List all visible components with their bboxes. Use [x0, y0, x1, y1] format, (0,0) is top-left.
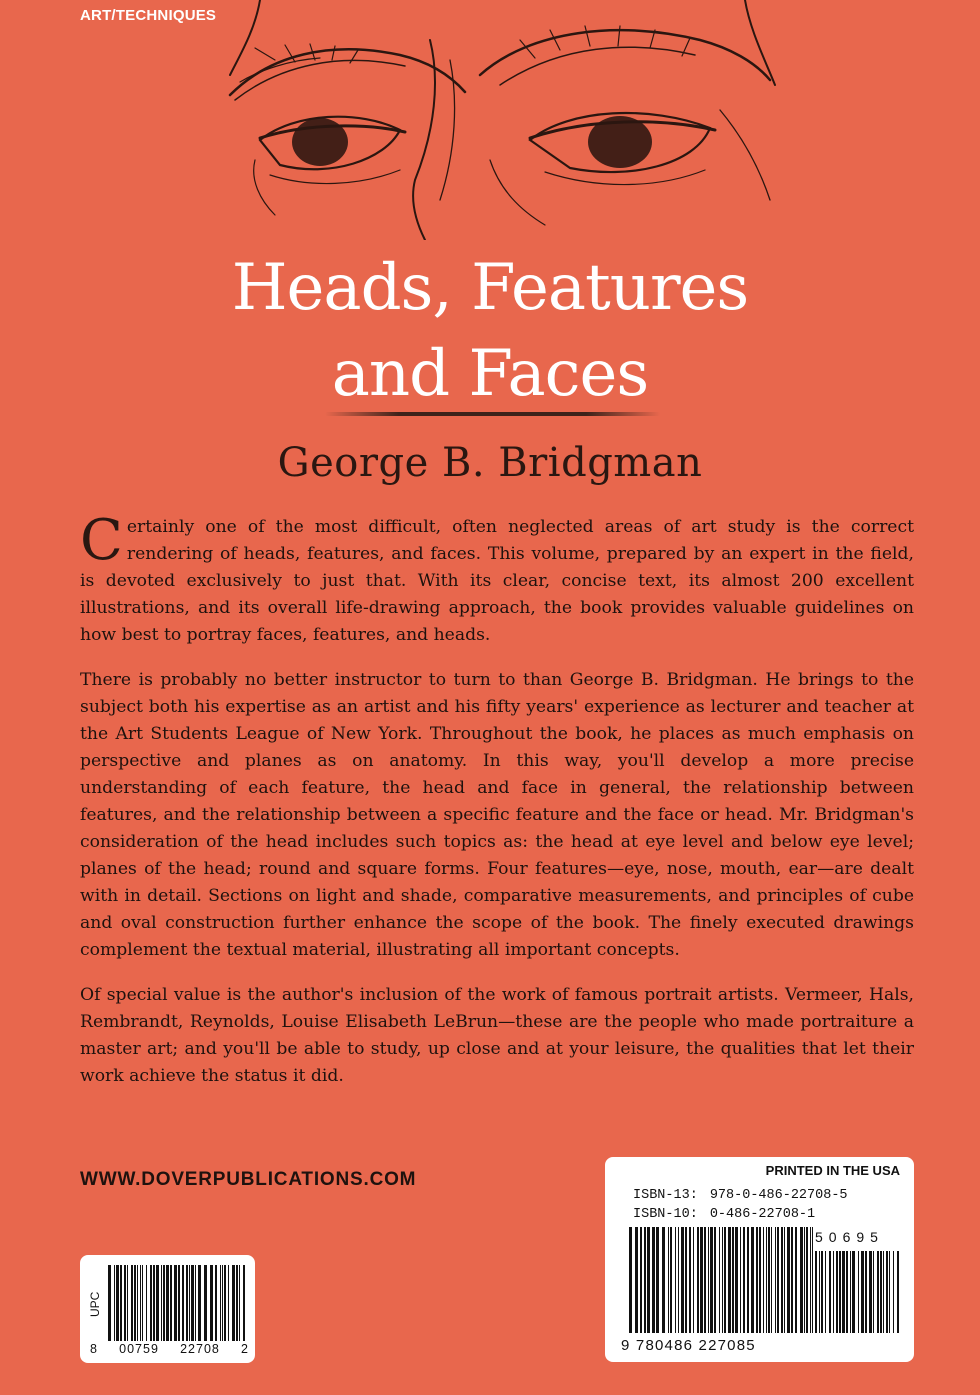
author-name: George B. Bridgman	[277, 440, 703, 486]
barcode-bar	[886, 1251, 888, 1333]
barcode-bar	[693, 1227, 694, 1333]
upc-digit-group: 2	[241, 1342, 249, 1356]
barcode-bar	[232, 1265, 235, 1341]
description-text	[80, 508, 914, 1108]
barcode-bar	[668, 1227, 669, 1333]
barcode-bar	[150, 1265, 152, 1341]
barcode-bar	[751, 1227, 754, 1333]
barcode-bar	[700, 1227, 703, 1333]
barcode-bar	[768, 1227, 770, 1333]
barcode-bar	[852, 1251, 855, 1333]
barcode-bar	[791, 1227, 793, 1333]
barcode-bar	[156, 1265, 159, 1341]
barcode-bar	[224, 1265, 226, 1341]
barcode-bar	[215, 1265, 217, 1341]
barcode-bar	[142, 1265, 143, 1341]
barcode-bar	[771, 1227, 772, 1333]
barcode-bar	[120, 1265, 122, 1341]
barcode-bar	[735, 1227, 738, 1333]
description-paragraph-3: Of special value is the author's inclusion of the work of famous portrait artists. Vermeer, Hals, Rembrandt, Reynolds, Louise Elisabeth LeBrun—these are the people who made portraiture a master art; and you'll be able to study, up close and at your leisure, the qualities that let their work achieve the status it did.	[80, 985, 914, 1086]
barcode-bar	[198, 1265, 201, 1341]
barcode-bar	[839, 1251, 841, 1333]
barcode-bar	[724, 1227, 726, 1333]
barcode-bar	[685, 1227, 687, 1333]
barcode-bar	[897, 1251, 899, 1333]
barcode-bar	[236, 1265, 238, 1341]
isbn-10-value: 0-486-22708-1	[709, 1207, 816, 1222]
barcode-bar	[810, 1227, 811, 1333]
barcode-bar	[850, 1251, 851, 1333]
description-paragraph-1	[80, 508, 914, 649]
barcode-bar	[681, 1227, 684, 1333]
barcode-bar	[182, 1265, 184, 1341]
drop-cap: C	[80, 508, 123, 573]
barcode-bar	[116, 1265, 119, 1341]
barcode-bar	[877, 1251, 879, 1333]
barcode-bar	[714, 1227, 716, 1333]
barcode-bar	[178, 1265, 180, 1341]
barcode-bar	[732, 1227, 734, 1333]
upc-digits	[90, 1342, 249, 1356]
barcode-bar	[131, 1265, 133, 1341]
barcode-bar	[204, 1265, 207, 1341]
barcode-bar	[697, 1227, 699, 1333]
barcode-bar	[166, 1265, 169, 1341]
barcode-bar	[747, 1227, 749, 1333]
barcode-bar	[759, 1227, 761, 1333]
book-title	[0, 245, 980, 417]
barcode-bar	[858, 1251, 859, 1333]
barcode-bar	[189, 1265, 190, 1341]
barcode-bar	[108, 1265, 111, 1341]
barcode-bar	[656, 1227, 659, 1333]
barcode-bar	[127, 1265, 128, 1341]
barcode-bar	[865, 1251, 867, 1333]
barcode-bar	[644, 1227, 646, 1333]
upc-label: UPC	[88, 1291, 102, 1317]
barcode-bar	[629, 1227, 632, 1333]
barcode-bar	[806, 1227, 808, 1333]
barcode-bar	[635, 1227, 638, 1333]
barcode-bar	[704, 1227, 706, 1333]
price-code: 50695	[815, 1229, 884, 1245]
barcode-bar	[740, 1227, 741, 1333]
isbn-barcode	[629, 1227, 815, 1333]
barcode-bar	[195, 1265, 196, 1341]
barcode-bar	[756, 1227, 758, 1333]
barcode-bar	[825, 1251, 826, 1333]
paragraph-1-text: ertainly one of the most difficult, often neglected areas of art study is the correct rendering of heads, features, and faces. This volume, prepared by an expert in the field, is devoted exclusively to just that. With its clear, concise text, its almost 200 excellent illustrations, and its overall life-drawing approach, the book provides valuable guidelines on how best to portray faces, features, and heads.	[80, 517, 914, 645]
barcode-bar	[873, 1251, 874, 1333]
barcode-bar	[833, 1251, 834, 1333]
barcode-bar	[228, 1265, 229, 1341]
barcode-bar	[781, 1227, 783, 1333]
barcode-bar	[842, 1251, 845, 1333]
isbn-barcode-digits: 9 780486 227085	[621, 1337, 756, 1354]
printed-in-usa: PRINTED IN THE USA	[765, 1163, 900, 1178]
barcode-bar	[239, 1265, 240, 1341]
barcode-bar	[689, 1227, 691, 1333]
upc-digit-group: 22708	[180, 1342, 220, 1356]
barcode-bar	[889, 1251, 890, 1333]
barcode-bar	[640, 1227, 642, 1333]
barcode-bar	[719, 1227, 720, 1333]
category-label: ART/TECHNIQUES	[80, 7, 217, 24]
upc-barcode-panel	[80, 1255, 255, 1363]
isbn-13-line	[633, 1188, 848, 1203]
barcode-bar	[174, 1265, 177, 1341]
barcode-bar	[775, 1227, 776, 1333]
upc-digit-group: 8	[90, 1342, 98, 1356]
barcode-bar	[114, 1265, 115, 1341]
barcode-bar	[708, 1227, 709, 1333]
barcode-bar	[675, 1227, 676, 1333]
publisher-website: WWW.DOVERPUBLICATIONS.COM	[80, 1169, 417, 1190]
isbn-10-line	[633, 1207, 815, 1222]
barcode-bar	[880, 1251, 882, 1333]
barcode-bar	[243, 1265, 245, 1341]
title-line-1: Heads, Features	[231, 251, 749, 325]
barcode-bar	[743, 1227, 745, 1333]
eyes-sketch-illustration	[200, 0, 800, 240]
barcode-bar	[134, 1265, 136, 1341]
barcode-bar	[678, 1227, 679, 1333]
barcode-bar	[784, 1227, 785, 1333]
title-line-2: and Faces	[331, 337, 649, 411]
barcode-bar	[800, 1227, 803, 1333]
barcode-bar	[124, 1265, 126, 1341]
barcode-bar	[161, 1265, 162, 1341]
barcode-bar	[710, 1227, 713, 1333]
barcode-bar	[821, 1251, 823, 1333]
isbn-barcode-panel	[605, 1157, 914, 1362]
description-paragraph-2: There is probably no better instructor to turn to than George B. Bridgman. He brings to the subject both his expertise as an artist and his fifty years' experience as lecturer and teacher at the Art Students League of New York. Throughout the book, he places as much emphasis on perspective and planes as on anatomy. In this way, you'll develop a more precise understanding of each feature, the head and face in general, the relationship between features, and the relationship between a specific feature and the face or head. Mr. Bridgman's consideration of the head includes such topics as: the head at eye level and below eye level; planes of the head; round and square forms. Four features—eye, nose, mouth, ear—are dealt with in detail. Sections on light and shade, comparative measurements, and principles of cube and oval construction further enhance the scope of the book. The finely executed drawings complement the textual material, illustrating all important concepts.	[80, 670, 914, 960]
barcode-bar	[829, 1251, 831, 1333]
barcode-bar	[137, 1265, 138, 1341]
barcode-bar	[804, 1227, 805, 1333]
barcode-bar	[191, 1265, 194, 1341]
barcode-bar	[163, 1265, 165, 1341]
barcode-bar	[210, 1265, 213, 1341]
barcode-bar	[153, 1265, 155, 1341]
upc-barcode	[108, 1265, 248, 1341]
barcode-bar	[836, 1251, 838, 1333]
barcode-bar	[647, 1227, 650, 1333]
barcode-bar	[766, 1227, 767, 1333]
barcode-bar	[815, 1251, 817, 1333]
barcode-bar	[728, 1227, 731, 1333]
barcode-bar	[883, 1251, 884, 1333]
barcode-bar	[186, 1265, 188, 1341]
barcode-bar	[869, 1251, 872, 1333]
title-divider	[325, 412, 660, 416]
barcode-bar	[777, 1227, 779, 1333]
price-barcode	[815, 1251, 901, 1333]
barcode-bar	[795, 1227, 797, 1333]
barcode-bar	[662, 1227, 665, 1333]
barcode-bar	[893, 1251, 894, 1333]
barcode-bar	[170, 1265, 172, 1341]
barcode-bar	[812, 1227, 813, 1333]
isbn-13-label: ISBN-13:	[633, 1188, 698, 1203]
barcode-bar	[220, 1265, 221, 1341]
isbn-10-label: ISBN-10:	[633, 1207, 698, 1222]
barcode-bar	[763, 1227, 764, 1333]
upc-digit-group: 00759	[119, 1342, 159, 1356]
barcode-bar	[722, 1227, 723, 1333]
barcode-bar	[861, 1251, 864, 1333]
barcode-bar	[670, 1227, 672, 1333]
barcode-bar	[146, 1265, 147, 1341]
barcode-bar	[819, 1251, 820, 1333]
barcode-bar	[140, 1265, 141, 1341]
barcode-bar	[787, 1227, 790, 1333]
barcode-bar	[846, 1251, 848, 1333]
barcode-bar	[652, 1227, 655, 1333]
barcode-bar	[222, 1265, 223, 1341]
isbn-13-value: 978-0-486-22708-5	[709, 1188, 848, 1203]
